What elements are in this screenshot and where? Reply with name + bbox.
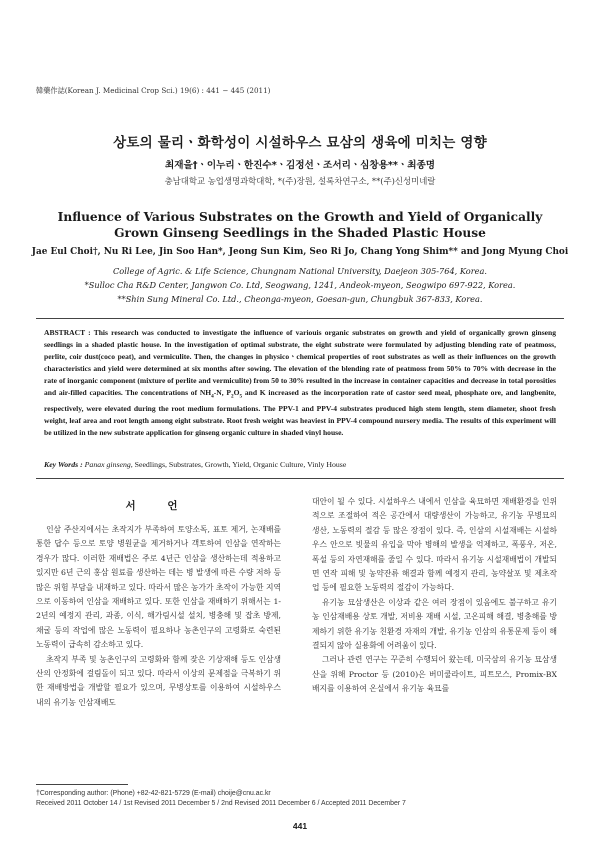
keywords xyxy=(44,460,564,469)
paragraph: 유기농 묘삼생산은 이상과 같은 여러 장점이 있음에도 불구하고 유기농 인삼재배용 상토 개발, 저비용 재배 시설, 고온피해 해결, 병충해를 방제하기 위한 유기농 친환경 자재의 개발, 유기농 인삼의 유통문제 등이 해결되지 않아 실용화에 어려움이 있다. xyxy=(312,597,557,651)
paragraph: 대안이 될 수 있다. 시설하우스 내에서 인삼을 육묘하면 재배환경을 인위적으로 조절하여 적은 공간에서 대량생산이 가능하고, 유기농 무병묘의 생산, 노동력의 절감 등 많은 장점이 있다. 즉, 인삼의 시설재배는 시설하우스 안으로 빗물의 유입을 막아 병해의 발생을 억제하고, 폭풍우, 저온, 폭설 등의 자연재해를 줄일 수 있다. 따라서 유기농 시설재배법이 개발되면 연작 피해 및 농약잔류 해결과 함께 예정지 관리, 농약살포 및 제초작업 등에 필요한 노동력의 절감이 가능하다. xyxy=(312,497,557,593)
english-authors: Jae Eul Choi†, Nu Ri Lee, Jin Soo Han*, Jeong Sun Kim, Seo Ri Jo, Chang Yong Shim** and Jong Myung Choi xyxy=(31,247,569,257)
corresponding-author: †Corresponding author: (Phone) +82-42-821-5729 (E-mail) choije@cnu.ac.kr xyxy=(36,790,271,797)
paragraph: 그러나 관련 연구는 꾸준히 수행되어 왔는데, 미국삼의 유기농 묘삼생산을 위해 Proctor 등 (2010)은 버미쿨라이트, 피트모스, Promix-BX 배지를 이용하여 온실에서 유기농 육묘를 xyxy=(312,655,557,694)
abstract-text: This research was conducted to investigate the influence of variouis organic substrates on growth and yield of organically grown ginseng seedlings in a shaded plastic house. In the investigation of optimal substrate, the eight substrate were formulated by adjusting blending rate of peatmoss, perlite, coir dust(coco peat), and vermiculite. Then, the changes in physicoㆍchemical properties of root substrates as well as their influences on the growth characteristics and yield were determined at six months after sowing. The elevation of the blending rate of peatmoss from 50% to 70% with decrease in the rate of inorganic component (mixture of perlite and vermiculite) from 50 to 30% resulted in the increase in container capacities and decrease in total porosities and air-filled capacities. The concentrations of NH xyxy=(44,328,556,397)
abstract-text: -N, P xyxy=(213,387,231,397)
abstract-top-rule xyxy=(36,318,564,319)
keyword-panax: Panax ginseng xyxy=(82,460,131,469)
footnote xyxy=(36,789,406,809)
affiliation-line: College of Agric. & Life Science, Chungnam National University, Daejeon 305-764, Korea. xyxy=(113,266,487,276)
english-affiliations xyxy=(0,264,600,307)
received-dates: Received 2011 October 14 / 1st Revised 2011 December 5 / 2nd Revised 2011 December 6 / Accepted 2011 December 7 xyxy=(36,800,406,807)
korean-affiliation: 충남대학교 농업생명과학대학, *(주)장원, 설록차연구소, **(주)신성미네랄 xyxy=(164,176,436,186)
english-title-line-2: Grown Ginseng Seedlings in the Shaded Plastic House xyxy=(114,226,486,240)
korean-title: 상토의 물리ㆍ화학성이 시설하우스 묘삼의 생육에 미치는 영향 xyxy=(113,135,487,151)
abstract-bottom-rule xyxy=(36,478,564,479)
abstract-text: O xyxy=(233,387,240,397)
affiliation-line: **Shin Sung Mineral Co. Ltd., Cheonga-myeon, Goesan-gun, Chungbuk 367-833, Korea. xyxy=(117,294,483,305)
keywords-list: , Seedlings, Substrates, Growth, Yield, Organic Culture, Vinly House xyxy=(130,460,347,469)
section-heading-introduction: 서 언 xyxy=(125,500,192,512)
journal-citation: 韓藥作誌(Korean J. Medicinal Crop Sci.) 19(6) : 441 − 445 (2011) xyxy=(36,86,271,95)
page-number: 441 xyxy=(292,821,308,831)
affiliation-line: *Sulloc Cha R&D Center, Jangwon Co. Ltd, Seogwang, 1241, Andeok-myeon, Seogwipo 697-922, Korea. xyxy=(84,280,516,291)
abstract-label: ABSTRACT : xyxy=(44,328,91,337)
paragraph: 인삼 주산지에서는 초작지가 부족하여 토양소독, 표토 제거, 논재배를 통한 답수 등으로 토양 병원균을 제거하거나 객토하여 인삼을 연작하는 경우가 많다. 이러한 재배법은 주로 4년근 인삼을 생산하는데 적용하고 있지만 6년 근의 홍삼 원료를 생산하는 데는 병 발생에 따른 수량 저하 등 많은 위험 부담을 내재하고 있다. 따라서 많은 농가가 초작이 가능한 지역으로 이동하여 인삼을 재배하고 있다. 또한 인삼을 재배하기 위해서는 1-2년의 예정지 관리, 과종, 이식, 해가림시설 설치, 병충해 및 잡초 방제, 채굴 등의 작업에 많은 노동력이 필요하나 농촌인구의 고령화로 숙련된 노동력이 급속히 감소하고 있다. xyxy=(36,525,281,650)
english-title xyxy=(0,209,600,241)
footnote-rule xyxy=(36,784,128,785)
paragraph: 초작지 부족 및 농촌인구의 고령화와 함께 잦은 기상재해 등도 인삼생산의 안정화에 걸림돌이 되고 있다. 따라서 이상의 문제점을 극복하기 위한 재배방법을 개발할 필요가 있으며, 무병상토를 이용하여 시설하우스 내의 유기농 인삼재배도 xyxy=(36,654,281,707)
abstract: ABSTRACT : This research was conducted to investigate the influence of variouis organic substrates on growth and yield of organically grown ginseng seedlings in a shaded plastic house. In the investigation of optimal substrate, the eight substrate were formulated by adjusting blending rate of peatmoss, perlite, coir dust(coco peat), and vermiculite. Then, the changes in physicoㆍchemical properties of root substrates as well as their influences on the growth characteristics and yield were determined at six months after sowing. The elevation of the blending rate of peatmoss from 50% to 70% with decrease in the rate of inorganic component (mixture of perlite and vermiculite) from 50 to 30% resulted in the increase in container capacities and decrease in total porosities and air-filled capacities. The concentrations of $NH_4-N$, $P_2O_5$ and K increased as the incorporation rate of castor seed meal, phosphate ore, and langbenite, respectively, were elevated during the root medium formulations. The PPV-1 and PPV-4 substrates produced high stem length, stem diameter, shoot fresh weight, leaf area and root length among eight substrate. Root fresh weight was heaviest in PPV-4 compound nursery media. The results of this experiment will be utilized in the new substrate application for ginseng organic culture in shaded vinyl house. xyxy=(44,328,556,437)
abstract-text: and K increased as the incorporation rate of castor seed meal, phosphate ore, and langbenite, respectively, were elevated during the root medium formulations. The PPV-1 and PPV-4 substrates produced high stem length, stem diameter, shoot fresh weight, leaf area and root length among eight substrate. Root fresh weight was heaviest in PPV-4 compound nursery media. The results of this experiment will be utilized in the new substrate application for ginseng organic culture in shaded vinyl house. xyxy=(44,387,556,437)
korean-authors: 최재을†ㆍ이누리ㆍ한진수*ㆍ김정선ㆍ조서리ㆍ심창용**ㆍ최종명 xyxy=(164,160,436,171)
keywords-label: Key Words : xyxy=(44,460,83,469)
right-column xyxy=(312,495,557,697)
left-column xyxy=(36,523,281,710)
english-title-line-1: Influence of Various Substrates on the Growth and Yield of Organically xyxy=(57,210,543,224)
